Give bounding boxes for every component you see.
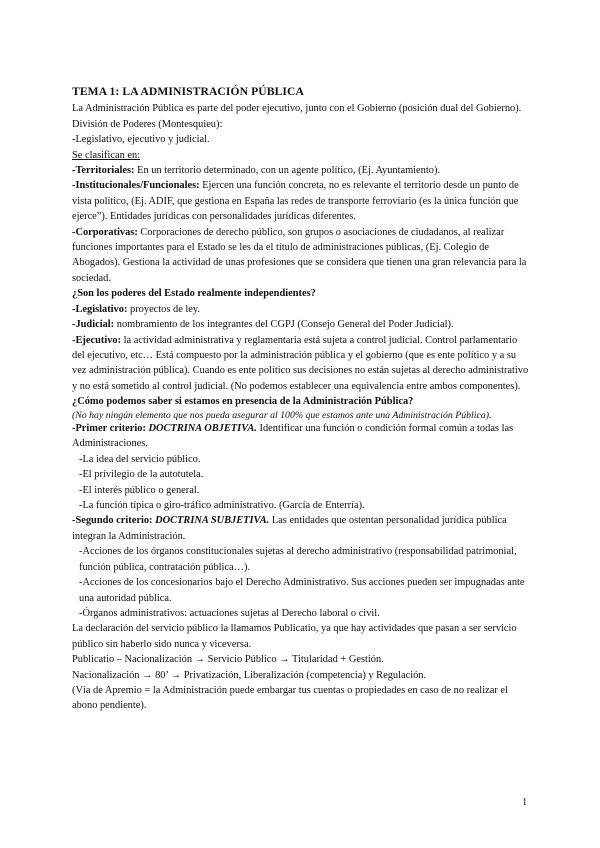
segundo-criterio-label: -Segundo criterio:	[72, 515, 153, 527]
list-item: -Acciones de los órganos constitucionales sujetas al derecho administrativo (responsabilidad patrimonial, función pública, contratación pública…).	[79, 546, 517, 573]
list-item: -El privilegio de la autotutela.	[79, 469, 204, 481]
ejecutivo-label: -Ejecutivo:	[72, 334, 122, 346]
intro-paragraph: La Administración Pública es parte del poder ejecutivo, junto con el Gobierno (posición dual del Gobierno).	[72, 103, 522, 115]
clasifican-heading: Se clasifican en:	[72, 149, 141, 161]
division-list: -Legislativo, ejecutivo y judicial.	[72, 134, 210, 146]
question-independence: ¿Son los poderes del Estado realmente independientes?	[72, 288, 316, 300]
judicial-label: -Judicial:	[72, 319, 115, 331]
territoriales-text: En un territorio determinado, con un agente político, (Ej. Ayuntamiento).	[134, 165, 441, 177]
publicatio-paragraph: La declaración del servicio público la llamamos Publicatio, ya que hay actividades que pasan a ser servicio público sin haberlo sido nunca y viceversa.	[72, 623, 517, 650]
question-administracion: ¿Cómo podemos saber si estamos en presencia de la Administración Pública?	[72, 396, 414, 408]
judicial-paragraph	[72, 317, 532, 332]
list-item: -El interés público o general.	[79, 484, 200, 496]
flow-line-1: Publicatio – Nacionalización → Servicio Público → Titularidad + Gestión.	[72, 654, 384, 666]
primer-criterio-paragraph	[72, 421, 532, 452]
page-number: 1	[522, 797, 528, 808]
flow-line-2: Nacionalización → 80’ → Privatización, Liberalización (competencia) y Regulación.	[72, 669, 427, 681]
division-title: División de Poderes (Montesquieu):	[72, 118, 223, 130]
page-title: TEMA 1: LA ADMINISTRACIÓN PÚBLICA	[72, 85, 304, 98]
corporativas-paragraph	[72, 225, 532, 287]
corporativas-label: -Corporativas:	[72, 226, 138, 238]
document-page	[72, 84, 532, 714]
list-item: -Órganos administrativos: actuaciones sujetas al Derecho laboral o civil.	[79, 607, 380, 619]
primer-criterio-text: Identificar una función o condición formal común a todas las Administraciones.	[72, 423, 514, 450]
legislativo-text: proyectos de ley.	[127, 303, 201, 315]
institucionales-text: Ejercen una función concreta, no es relevante el territorio desde un punto de vista político, (Ej. ADIF, que gestiona en España las redes de transporte ferroviario (es la única función que ejerce”). Entidades jurídicas con personalidades jurídicas diferentes.	[72, 180, 519, 223]
question-note: (No hay ningún elemento que nos pueda asegurar al 100% que estamos ante una Administración Pública).	[72, 409, 492, 421]
list-item: -Acciones de los concesionarios bajo el Derecho Administrativo. Sus acciones pueden ser impugnadas ante una autoridad pública.	[79, 577, 525, 604]
institucionales-label: -Institucionales/Funcionales:	[72, 180, 200, 192]
territoriales-paragraph	[72, 163, 532, 178]
judicial-text: nombramiento de los integrantes del CGPJ (Consejo General del Poder Judicial).	[114, 319, 454, 331]
corporativas-text: Corporaciones de derecho público, son grupos o asociaciones de ciudadanos, al realizar funciones importantes para el Estado se les da el título de administraciones públicas, (Ej. Colegio de Abogados). Gestiona la actividad de unas profesiones que se considera que tienen una gran relevancia para la sociedad.	[72, 226, 527, 284]
list-item: -La función típica o giro-tráfico administrativo. (García de Enterría).	[79, 500, 365, 512]
territoriales-label: -Territoriales:	[72, 165, 135, 177]
legislativo-label: -Legislativo:	[72, 303, 128, 315]
institucionales-paragraph	[72, 178, 532, 224]
primer-criterio-method: DOCTRINA OBJETIVA.	[145, 423, 257, 435]
legislativo-paragraph	[72, 302, 532, 317]
segundo-criterio-method: DOCTRINA SUBJETIVA.	[152, 515, 270, 527]
ejecutivo-text: la actividad administrativa y reglamentaria está sujeta a control judicial. Control parlamentario del ejecutivo, etc… Está compuesto por la administración pública y el gobierno (que es ente político y a su vez administración pública). Cuando es ente político sus decisiones no están sujetas al derecho administrativo y no está sometido al control judicial. (No podemos establecer una equivalencia entre ambos componentes).	[72, 334, 529, 392]
apremio-paragraph: (Vía de Apremio = la Administración puede embargar tus cuentas o propiedades en caso de no realizar el abono pendiente).	[72, 684, 508, 712]
list-item: -La idea del servicio público.	[79, 453, 201, 465]
segundo-criterio-text: Las entidades que ostentan personalidad jurídica pública integran la Administración.	[72, 515, 507, 542]
segundo-criterio-paragraph	[72, 513, 532, 544]
ejecutivo-paragraph	[72, 333, 532, 395]
primer-criterio-label: -Primer criterio:	[72, 423, 146, 435]
